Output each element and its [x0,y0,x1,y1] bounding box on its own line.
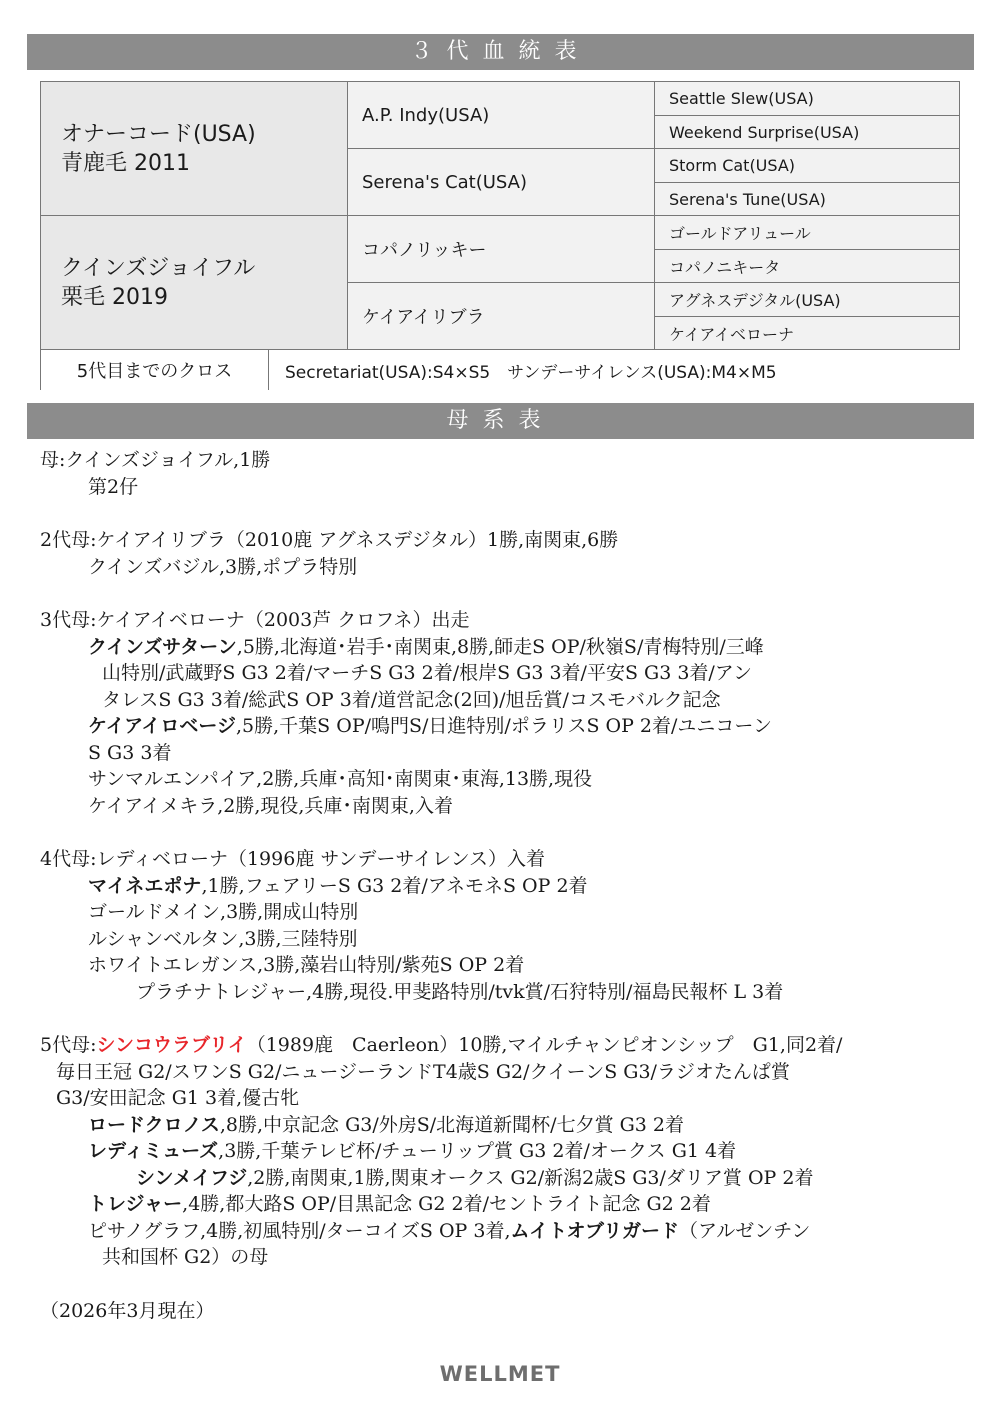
cross-value: Secretariat(USA):S4×S5 サンデーサイレンス(USA):M4×M5 [269,350,960,390]
dam-line: 母:クインズジョイフル,1勝 [40,449,271,471]
offspring-entry [40,634,970,661]
sire-info: 青鹿毛 2011 [61,150,190,176]
offspring-record: ,1勝,フェアリーS G3 2着/アネモネS OP 2着 [201,874,588,897]
second-dam-offspring: クインズバジル,3勝,ポプラ特別 [88,555,358,578]
dam-dam-cell: ケイアイリブラ [348,283,655,350]
cross-label: 5代目までのクロス [41,350,269,390]
offspring-name: トレジャー [88,1193,183,1215]
fifth-dam-prefix: 5代母: [40,1034,97,1056]
offspring-entry: ルシャンベルタン,3勝,三陸特別 [88,927,358,950]
offspring-record: ,3勝,千葉テレビ杯/チューリップ賞 G3 2着/オークス G1 4着 [218,1140,737,1162]
offspring-entry [40,873,970,900]
offspring-entry: ケイアイメキラ,2勝,現役,兵庫･南関東,入着 [88,794,453,817]
family-table [40,447,970,1324]
sire-dam-cell: Serena's Cat(USA) [348,149,655,216]
offspring-name: マイネエポナ [88,874,202,897]
g3-cell: アグネスデジタル(USA) [655,283,960,317]
wellmet-logo: WELLMET [439,1362,561,1386]
fifth-dam-name: シンコウラブリイ [96,1034,247,1056]
fifth-dam-record: （1989鹿 Caerleon）10勝,マイルチャンピオンシップ G1,同2着/ [246,1034,843,1056]
offspring-record: ピサノグラフ,4勝,初風特別/ターコイズS OP 3着, [88,1219,511,1242]
offspring-record-cont: 共和国杯 G2）の母 [102,1246,269,1268]
fifth-dam-record-cont: 毎日王冠 G2/スワンS G2/ニュージーランドT4歳S G2/クイーンS G3/ラジオたんぱ賞 [56,1060,790,1083]
offspring-entry: ゴールドメイン,3勝,開成山特別 [88,901,359,923]
offspring-record: ,5勝,北海道･岩手･南関東,8勝,師走S OP/秋嶺S/青梅特別/三峰 [236,635,764,658]
dam-info: 栗毛 2019 [61,284,168,310]
offspring-record: ,4勝,都大路S OP/目黒記念 G2 2着/セントライト記念 G2 2着 [182,1193,711,1215]
offspring-record: （アルゼンチン [679,1219,811,1242]
offspring-entry [40,1138,970,1165]
pedigree-section-header: ３代血統表 [27,34,974,70]
offspring-entry [40,1218,970,1245]
dam-cell [41,216,348,350]
offspring-entry: ホワイトエレガンス,3勝,藻岩山特別/紫苑S OP 2着 [88,954,525,976]
offspring-entry: サンマルエンパイア,2勝,兵庫･高知･南関東･東海,13勝,現役 [88,768,593,790]
second-dam-line: 2代母:ケイアイリブラ（2010鹿 アグネスデジタル）1勝,南関東,6勝 [40,529,619,551]
g3-cell: Serena's Tune(USA) [655,183,960,216]
g3-cell: コパノニキータ [655,250,960,283]
sire-name: オナーコード(USA) [61,121,256,147]
g3-cell: Weekend Surprise(USA) [655,116,960,149]
dam-name: クインズジョイフル [61,255,256,281]
dam-sire-cell: コパノリッキー [348,216,655,283]
g3-cell: Storm Cat(USA) [655,149,960,183]
as-of-date: （2026年3月現在） [40,1299,215,1322]
offspring-name: クインズサターン [88,635,237,658]
offspring-entry [40,1112,970,1139]
g3-cell: Seattle Slew(USA) [655,82,960,116]
pedigree-table [40,81,960,390]
offspring-name: ムイトオブリガード [510,1219,680,1242]
offspring-record: ,8勝,中京記念 G3/外房S/北海道新聞杯/七夕賞 G3 2着 [219,1113,685,1136]
fifth-dam-line [40,1032,970,1059]
dam-foal-note: 第2仔 [88,475,139,498]
offspring-record-cont: タレスS G3 3着/総武S OP 3着/道営記念(2回)/旭岳賞/コスモバルク記念 [102,688,721,711]
fifth-dam-record-cont: G3/安田記念 G1 3着,優古牝 [56,1087,300,1109]
offspring-record: ,5勝,千葉S OP/鳴門S/日進特別/ポラリスS OP 2着/ユニコーン [236,715,773,737]
offspring-entry [40,1165,970,1192]
sire-cell [41,82,348,216]
offspring-record: ,2勝,南関東,1勝,関東オークス G2/新潟2歳S G3/ダリア賞 OP 2着 [247,1166,814,1189]
offspring-entry: プラチナトレジャー,4勝,現役.甲斐路特別/tvk賞/石狩特別/福島民報杯 L 3着 [136,980,784,1003]
offspring-name: ケイアイロベージ [88,715,237,737]
g3-cell: ゴールドアリュール [655,216,960,250]
offspring-name: ロードクロノス [88,1113,220,1136]
offspring-record-cont: 山特別/武蔵野S G3 2着/マーチS G3 2着/根岸S G3 3着/平安S G3 3着/アン [102,662,753,684]
offspring-name: シンメイフジ [136,1166,248,1189]
family-section-header: 母系表 [27,403,974,439]
sire-sire-cell: A.P. Indy(USA) [348,82,655,149]
offspring-entry [40,713,970,740]
offspring-entry [40,1191,970,1218]
offspring-name: レディミューズ [88,1140,219,1162]
g3-cell: ケイアイベローナ [655,317,960,350]
fourth-dam-line: 4代母:レディベローナ（1996鹿 サンデーサイレンス）入着 [40,848,546,870]
offspring-record-cont: S G3 3着 [88,741,172,764]
third-dam-line: 3代母:ケイアイベローナ（2003芦 クロフネ）出走 [40,609,470,631]
